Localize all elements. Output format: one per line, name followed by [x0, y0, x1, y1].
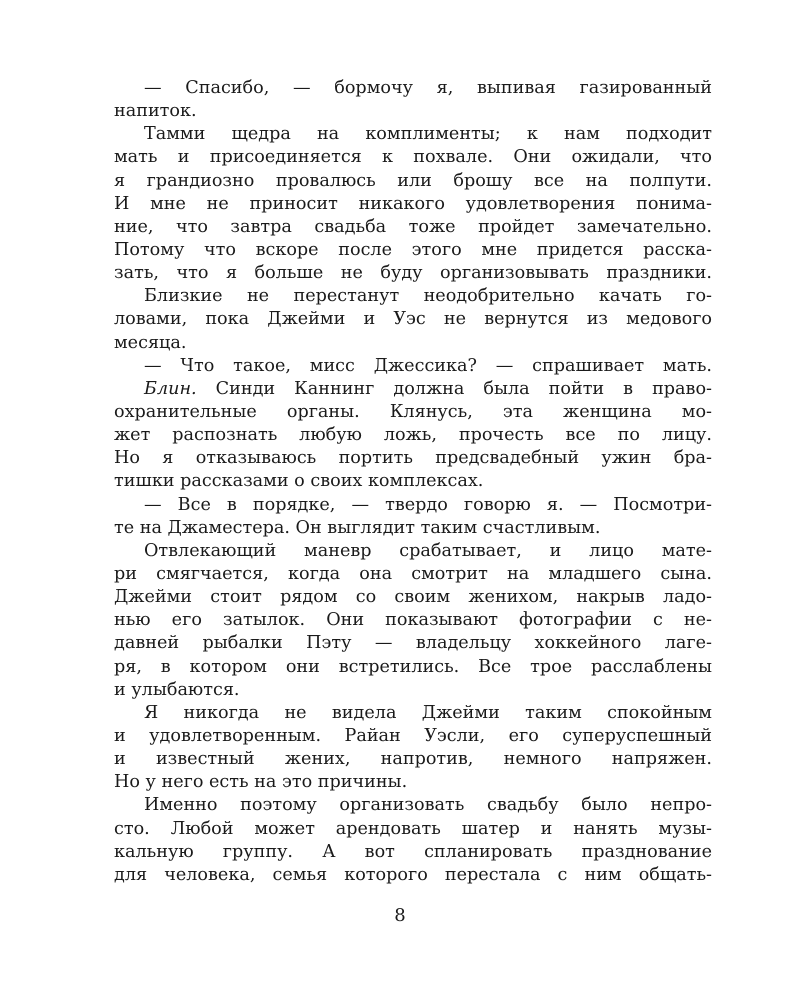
text-line: — Спасибо, — бормочу я, выпивая газированный [144, 78, 712, 98]
text-line: охранительные органы. Клянусь, эта женщина мо- [114, 401, 712, 422]
text-line: месяца. [114, 332, 187, 353]
text-line: нью его затылок. Они показывают фотографии с не- [114, 610, 712, 631]
text-line: Но я отказываюсь портить предсвадебный ужин бра- [114, 448, 712, 469]
text-line: ловами, пока Джейми и Уэс не вернутся из медового [114, 309, 712, 330]
text-line: и улыбаются. [114, 679, 240, 700]
italic-word: Блин. [144, 378, 197, 399]
text-line: — Все в порядке, — твердо говорю я. — Посмотри- [144, 494, 712, 515]
text-line [114, 378, 712, 401]
text-line: Потому что вскоре после этого мне придется расска- [114, 239, 712, 260]
text-line: кальную группу. А вот спланировать празднование [114, 841, 712, 862]
text-line: Джейми стоит рядом со своим женихом, накрыв ладо- [114, 587, 712, 608]
text-line: Но у него есть на это причины. [114, 772, 408, 793]
text-line: напиток. [114, 101, 197, 122]
text-line: тишки рассказами о своих комплексах. [114, 471, 484, 492]
text-line: те на Джаместера. Он выглядит таким счастливым. [114, 517, 601, 538]
page-number: 8 [394, 905, 406, 926]
text-line: зать, что я больше не буду организовывать праздники. [114, 263, 712, 284]
text-line: ря, в котором они встретились. Все трое расслаблены [114, 656, 712, 677]
body-text [114, 77, 712, 887]
text-line: сто. Любой может арендовать шатер и нанять музы- [114, 818, 712, 839]
text-line: я грандиозно провалюсь или брошу все на полпути. [114, 170, 712, 191]
text-line: ние, что завтра свадьба тоже пройдет замечательно. [114, 216, 712, 237]
text-line: и удовлетворенным. Райан Уэсли, его суперуспешный [114, 725, 712, 746]
text-line: Именно поэтому организовать свадьбу было непро- [144, 795, 712, 816]
text-line: Близкие не перестанут неодобрительно качать го- [144, 286, 712, 307]
text-line-rest: Синди Каннинг должна была пойти в право- [196, 378, 712, 399]
text-line: мать и присоединяется к похвале. Они ожидали, что [114, 147, 712, 168]
text-line: Тамми щедра на комплименты; к нам подходит [144, 124, 712, 145]
text-line: для человека, семья которого перестала с ним общать- [114, 864, 712, 885]
text-line: и известный жених, напротив, немного напряжен. [114, 749, 712, 770]
text-line: И мне не приносит никакого удовлетворения понима- [114, 193, 712, 214]
text-line: ри смягчается, когда она смотрит на младшего сына. [114, 563, 712, 584]
text-line: Я никогда не видела Джейми таким спокойным [144, 702, 712, 723]
text-line: Отвлекающий маневр срабатывает, и лицо мате- [144, 540, 712, 561]
text-line: давней рыбалки Пэту — владельцу хоккейного лаге- [114, 633, 712, 654]
text-line: жет распознать любую ложь, прочесть все по лицу. [114, 425, 712, 446]
text-line: — Что такое, мисс Джессика? — спрашивает мать. [144, 355, 712, 376]
